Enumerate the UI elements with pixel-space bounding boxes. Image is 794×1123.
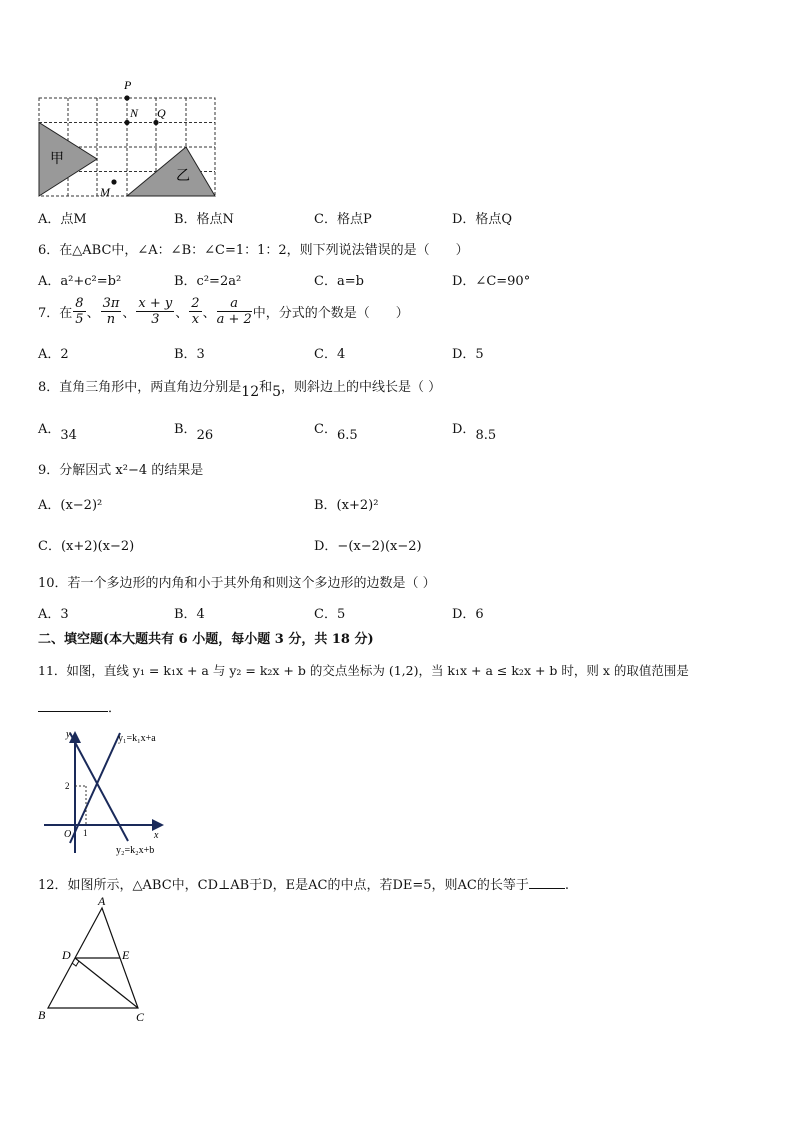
q8-option-d: D．8.5	[452, 422, 497, 443]
label-c: C	[136, 1010, 145, 1024]
tick-y-2: 2	[65, 781, 70, 791]
label-yi: 乙	[176, 169, 190, 184]
tick-x-1: 1	[83, 828, 88, 838]
q7-option-b: B．3	[174, 347, 205, 362]
label-jia: 甲	[50, 152, 64, 167]
q7-fraction-4: $\frac{2}{x}$	[191, 296, 200, 327]
q5-option-d: D．格点Q	[452, 212, 513, 227]
q10-option-d: D．6	[452, 607, 484, 622]
origin-label: O	[64, 829, 72, 840]
x-axis-label: x	[154, 830, 159, 841]
q11-graph	[40, 725, 180, 860]
q9-option-a: A．(x−2)²	[38, 498, 103, 513]
q7-prefix: 7．在	[38, 306, 73, 321]
q6-option-b: B．c²=2a²	[174, 274, 242, 289]
q11-blank	[38, 711, 108, 712]
q7-suffix: 中，分式的个数是（ ）	[252, 306, 409, 321]
label-p: P	[124, 78, 132, 92]
q9-option-b: B．(x+2)²	[314, 498, 379, 513]
q10-option-c: C．5	[314, 607, 346, 622]
label-d: D	[62, 948, 71, 962]
q10-option-b: B．4	[174, 607, 205, 622]
label-m: M	[100, 185, 110, 199]
q9-option-c: C．(x+2)(x−2)	[38, 539, 135, 554]
q6-option-d: D．∠C=90°	[452, 274, 531, 289]
q12-stem: 12．如图所示，△ABC中，CD⊥AB于D，E是AC的中点，若DE=5，则AC的长等于 .	[38, 878, 570, 893]
q6-option-a: A．a²+c²=b²	[38, 274, 122, 289]
q8-leg-1: 12	[241, 384, 260, 400]
label-a: A	[98, 895, 106, 908]
q7-option-a: A．2	[38, 347, 69, 362]
q12-figure	[30, 895, 160, 1025]
point-q	[153, 120, 158, 125]
q6-stem: 6．在△ABC中，∠A：∠B：∠C=1：1：2，则下列说法错误的是（ ）	[38, 243, 469, 258]
label-q: Q	[157, 106, 166, 120]
q5-option-b: B．格点N	[174, 212, 234, 227]
q8-stem: 8．直角三角形中，两直角边分别是12和5，则斜边上的中线长是（ ）	[38, 380, 442, 400]
q8-option-a: A．34	[38, 422, 77, 443]
y-axis-label: y	[66, 729, 71, 740]
grid-figure	[30, 76, 230, 202]
q5-option-c: C．格点P	[314, 212, 372, 227]
q6-option-c: C．a=b	[314, 274, 364, 289]
label-e: E	[122, 948, 130, 962]
q8-option-b: B．26	[174, 422, 214, 443]
label-b: B	[38, 1008, 46, 1022]
q7-fraction-3: $\frac{x + y}{3}$	[138, 296, 173, 327]
q5-option-a: A．点M	[38, 212, 87, 227]
q7-fraction-1: $\frac{8}{5}$	[75, 296, 84, 327]
label-n: N	[130, 106, 139, 120]
point-p	[124, 95, 129, 100]
q7-option-d: D．5	[452, 347, 484, 362]
line1-label: y₁=k₁x+a	[118, 733, 156, 744]
line-y1	[70, 733, 120, 843]
q8-option-c: C．6.5	[314, 422, 358, 443]
point-n	[124, 120, 129, 125]
line2-label: y₂=k₂x+b	[116, 845, 155, 856]
q10-option-a: A．3	[38, 607, 69, 622]
q7-fraction-5: $\frac{a}{a + 2}$	[216, 296, 252, 327]
q11-answer-line: ．	[38, 697, 121, 716]
q9-option-d: D．−(x−2)(x−2)	[314, 539, 422, 554]
section-2-title: 二、填空题(本大题共有 6 小题，每小题 3 分，共 18 分)	[38, 632, 374, 647]
q8-leg-2: 5	[272, 384, 282, 400]
q12-blank	[529, 888, 565, 889]
point-m	[111, 179, 116, 184]
q7-fraction-2: $\frac{3\pi}{n}$	[102, 296, 120, 327]
q10-stem: 10．若一个多边形的内角和小于其外角和则这个多边形的边数是（ ）	[38, 576, 436, 591]
q7-option-c: C．4	[314, 347, 346, 362]
q11-stem: 11．如图，直线 y₁ = k₁x + a 与 y₂ = k₂x + b 的交点坐标为 (1,2)，当 k₁x + a ≤ k₂x + b 时，则 x 的取值范围是	[38, 663, 689, 678]
q9-stem: 9．分解因式 x²−4 的结果是	[38, 463, 204, 478]
q7-stem: 7．在 $\frac{8}{5}$ 、 $\frac{3\pi}{n}$ 、 $\frac{x + y}{3}$ 、 $\frac{2}{x}$ 、 $\frac{a}{a + 2}$ 中，分式的个数是（ ）	[38, 296, 409, 327]
